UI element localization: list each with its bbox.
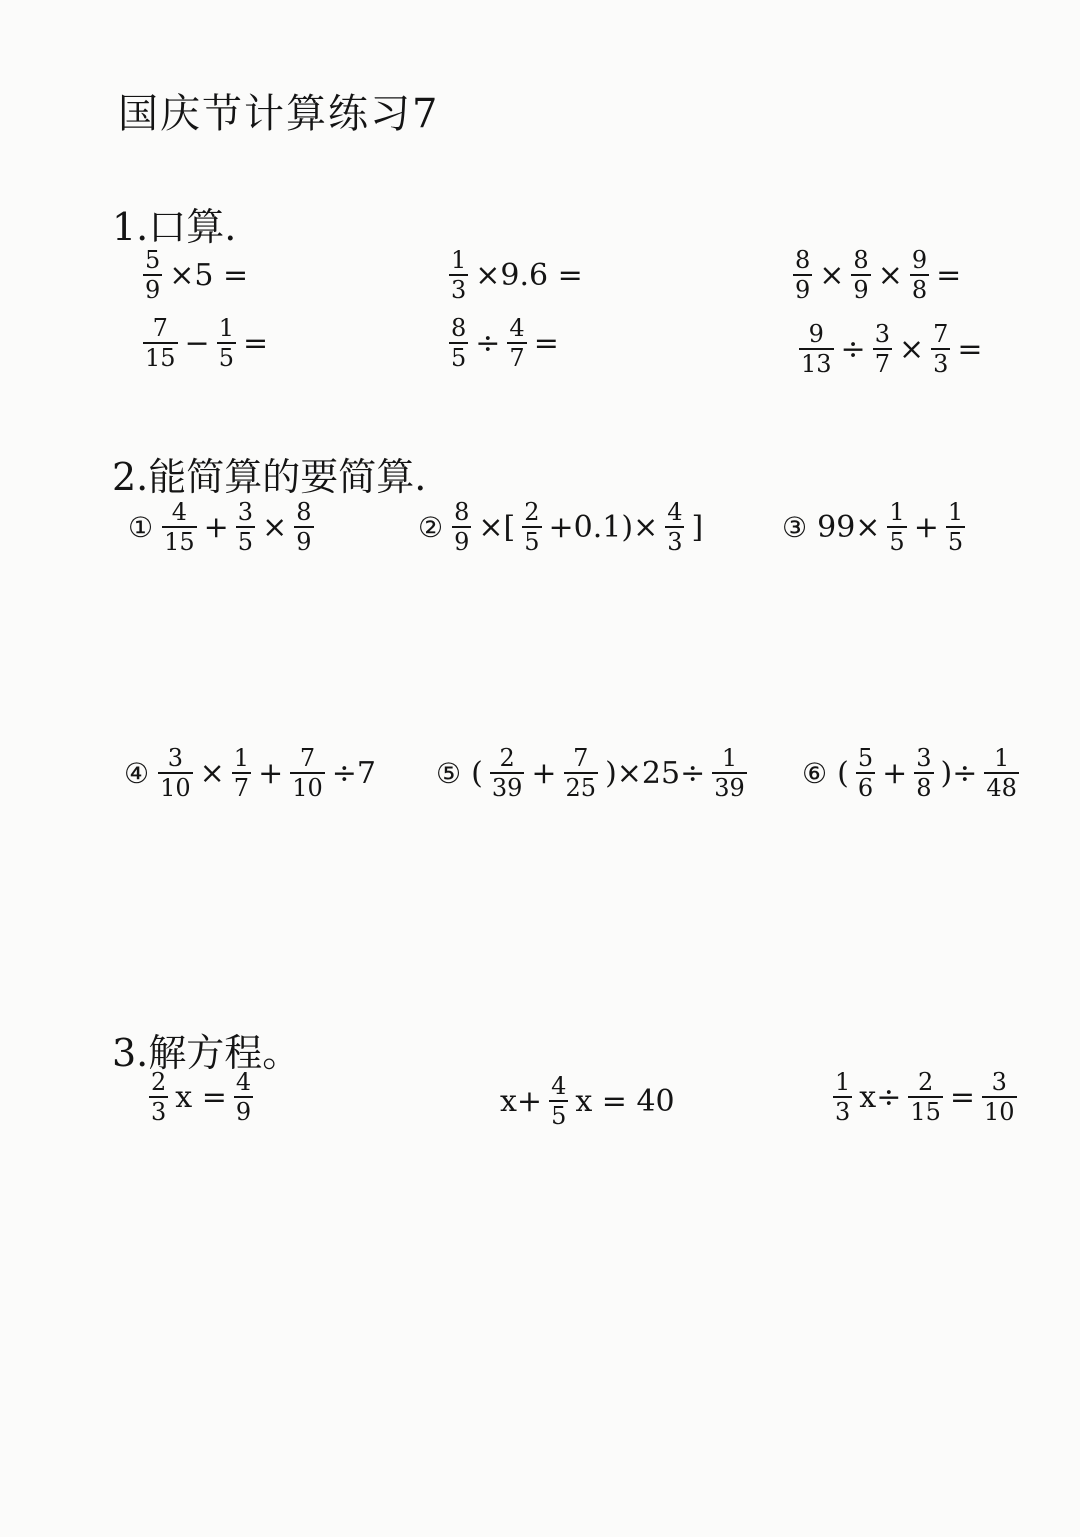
fraction-denominator: 7 — [509, 344, 525, 372]
fraction — [143, 316, 178, 370]
fraction-numerator: 4 — [171, 498, 188, 526]
section-heading-2: 2.能简算的要简算. — [112, 455, 427, 499]
expression-text: = — [533, 325, 559, 361]
expression-text: )×25÷ — [605, 755, 706, 791]
fraction-numerator: 2 — [917, 1068, 934, 1096]
simplify-problem — [436, 746, 750, 800]
fraction — [290, 746, 325, 800]
fraction-denominator: 9 — [454, 528, 470, 556]
expression-text: + — [913, 509, 939, 545]
expression-text: × — [199, 755, 225, 791]
fraction — [833, 1070, 852, 1124]
fraction-denominator: 9 — [296, 528, 312, 556]
fraction-denominator: 5 — [889, 528, 905, 556]
fraction — [490, 746, 525, 800]
fraction — [522, 500, 541, 554]
fraction — [452, 500, 471, 554]
fraction-numerator: 2 — [524, 498, 540, 526]
fraction — [232, 746, 251, 800]
fraction-denominator: 7 — [233, 774, 250, 802]
fraction — [799, 322, 834, 376]
simplify-problem — [128, 500, 317, 554]
fraction-numerator: 9 — [808, 320, 824, 348]
expression-text: + — [531, 755, 557, 791]
expression-text: × — [898, 331, 925, 367]
expression-text: + — [882, 755, 908, 791]
fraction — [217, 316, 236, 370]
fraction — [236, 500, 255, 554]
fraction-denominator: 15 — [164, 528, 195, 556]
fraction — [946, 500, 965, 554]
oral-calc-item — [790, 248, 965, 302]
expression-text: × — [819, 257, 845, 293]
expression-text: ( — [471, 755, 483, 791]
fraction-numerator: 2 — [499, 744, 515, 772]
fraction-denominator: 10 — [984, 1098, 1015, 1126]
simplify-problem — [802, 746, 1022, 800]
fraction-numerator: 1 — [889, 498, 905, 526]
expression-text: x = — [175, 1079, 227, 1115]
fraction-numerator: 3 — [916, 744, 932, 772]
expression-text: ×[ — [478, 509, 516, 545]
expression-text: = — [936, 257, 962, 293]
fraction-denominator: 39 — [491, 774, 523, 802]
fraction-denominator: 10 — [292, 774, 323, 802]
fraction-denominator: 5 — [947, 528, 964, 556]
fraction-denominator: 7 — [874, 350, 890, 378]
fraction-denominator: 39 — [714, 774, 745, 802]
expression-text: = — [957, 331, 983, 367]
fraction-numerator: 8 — [296, 498, 312, 526]
oral-calc-item — [446, 248, 587, 302]
fraction — [234, 1070, 253, 1124]
fraction-numerator: 7 — [573, 744, 589, 772]
fraction-numerator: 5 — [857, 744, 874, 772]
fraction — [507, 316, 526, 370]
fraction — [162, 500, 197, 554]
expression-text: ×5 = — [169, 257, 249, 293]
fraction-numerator: 8 — [853, 246, 869, 274]
fraction-denominator: 15 — [145, 344, 176, 372]
fraction-numerator: 4 — [667, 498, 683, 526]
fraction-denominator: 3 — [835, 1098, 851, 1126]
fraction-denominator: 9 — [235, 1098, 252, 1126]
fraction-denominator: 3 — [667, 528, 683, 556]
fraction-denominator: 5 — [237, 528, 254, 556]
oral-calc-item — [140, 316, 272, 370]
expression-text: − — [184, 325, 210, 361]
fraction-numerator: 1 — [233, 744, 250, 772]
fraction-numerator: 1 — [218, 314, 234, 342]
fraction-numerator: 8 — [454, 498, 470, 526]
expression-text: +0.1)× — [548, 509, 659, 545]
fraction-numerator: 4 — [235, 1068, 252, 1096]
fraction — [908, 1070, 943, 1124]
fraction-denominator: 10 — [160, 774, 191, 802]
fraction-denominator: 15 — [910, 1098, 941, 1126]
oral-calc-item — [796, 322, 987, 376]
problem-number: ① — [128, 510, 154, 544]
fraction — [851, 248, 870, 302]
fraction-denominator: 5 — [218, 344, 234, 372]
simplify-problem — [782, 500, 968, 554]
fraction — [149, 1070, 168, 1124]
expression-text: 99× — [817, 509, 881, 545]
fraction — [914, 746, 933, 800]
fraction-numerator: 8 — [451, 314, 467, 342]
expression-text: ×9.6 = — [475, 257, 583, 293]
fraction-numerator: 8 — [795, 246, 811, 274]
expression-text: = — [242, 325, 269, 361]
fraction-denominator: 9 — [795, 276, 811, 304]
fraction-denominator: 5 — [451, 344, 467, 372]
fraction-numerator: 1 — [451, 246, 467, 274]
oral-calc-item — [446, 316, 563, 370]
fraction-numerator: 1 — [721, 744, 738, 772]
expression-text: × — [877, 257, 903, 293]
fraction-denominator: 13 — [801, 350, 832, 378]
fraction — [931, 322, 950, 376]
fraction — [982, 1070, 1017, 1124]
expression-text: ( — [837, 755, 849, 791]
section-heading-1: 1.口算. — [112, 205, 237, 249]
equation-problem — [496, 1074, 679, 1128]
fraction-denominator: 8 — [911, 276, 928, 304]
fraction-numerator: 3 — [167, 744, 184, 772]
problem-number: ③ — [782, 510, 808, 544]
expression-text: = — [949, 1079, 976, 1115]
fraction-numerator: 3 — [991, 1068, 1007, 1096]
expression-text: x = 40 — [575, 1083, 675, 1119]
fraction-numerator: 3 — [237, 498, 254, 526]
simplify-problem — [124, 746, 380, 800]
oral-calc-item — [140, 248, 252, 302]
fraction — [910, 248, 929, 302]
fraction-denominator: 8 — [916, 774, 932, 802]
fraction — [887, 500, 906, 554]
fraction — [158, 746, 193, 800]
fraction-numerator: 7 — [933, 320, 949, 348]
fraction-numerator: 1 — [947, 498, 964, 526]
fraction-numerator: 3 — [874, 320, 890, 348]
fraction-denominator: 3 — [151, 1098, 167, 1126]
fraction-numerator: 4 — [551, 1072, 567, 1100]
worksheet-title: 国庆节计算练习7 — [118, 91, 440, 137]
fraction-denominator: 6 — [857, 774, 874, 802]
fraction-numerator: 7 — [152, 314, 168, 342]
fraction-denominator: 9 — [853, 276, 869, 304]
expression-text: ÷ — [840, 331, 866, 367]
fraction-denominator: 25 — [565, 774, 597, 802]
fraction-numerator: 1 — [994, 744, 1010, 772]
expression-text: )÷ — [940, 755, 978, 791]
fraction-denominator: 3 — [933, 350, 949, 378]
fraction-numerator: 2 — [151, 1068, 167, 1096]
fraction-denominator: 5 — [551, 1102, 567, 1130]
fraction — [549, 1074, 568, 1128]
fraction-numerator: 9 — [911, 246, 928, 274]
problem-number: ⑤ — [436, 756, 462, 790]
fraction — [294, 500, 313, 554]
fraction-denominator: 9 — [145, 276, 161, 304]
fraction — [984, 746, 1019, 800]
expression-text: x+ — [500, 1083, 543, 1119]
fraction — [856, 746, 875, 800]
fraction-denominator: 3 — [451, 276, 467, 304]
section-heading-3: 3.解方程。 — [112, 1031, 301, 1075]
problem-number: ⑥ — [802, 756, 828, 790]
equation-problem — [146, 1070, 256, 1124]
fraction — [793, 248, 812, 302]
expression-text: x÷ — [859, 1079, 902, 1115]
fraction — [712, 746, 747, 800]
fraction — [665, 500, 684, 554]
fraction — [873, 322, 892, 376]
expression-text: + — [203, 509, 229, 545]
fraction-numerator: 4 — [509, 314, 525, 342]
expression-text: ÷ — [475, 325, 501, 361]
fraction-numerator: 5 — [145, 246, 161, 274]
problem-number: ② — [418, 510, 444, 544]
fraction-denominator: 48 — [986, 774, 1017, 802]
equation-problem — [830, 1070, 1020, 1124]
fraction — [449, 316, 468, 370]
fraction — [449, 248, 468, 302]
fraction — [143, 248, 162, 302]
fraction — [564, 746, 599, 800]
expression-text: × — [262, 509, 288, 545]
problem-number: ④ — [124, 756, 150, 790]
simplify-problem — [418, 500, 707, 554]
expression-text: + — [258, 755, 284, 791]
fraction-denominator: 5 — [524, 528, 540, 556]
expression-text: ] — [691, 509, 704, 545]
expression-text: ÷7 — [331, 755, 376, 791]
fraction-numerator: 1 — [835, 1068, 851, 1096]
fraction-numerator: 7 — [299, 744, 316, 772]
